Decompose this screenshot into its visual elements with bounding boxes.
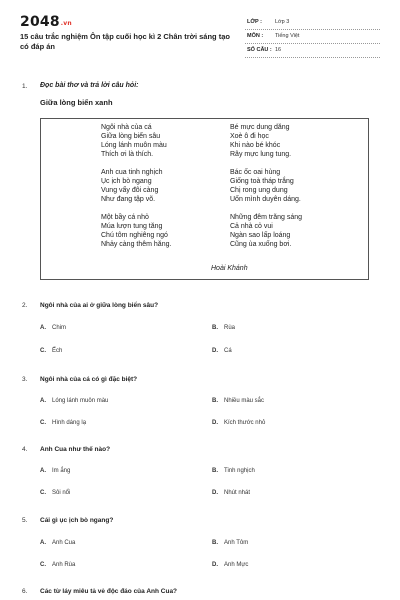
poem-author: Hoài Khánh — [211, 265, 248, 272]
option-b[interactable] — [212, 540, 248, 546]
option-a[interactable] — [40, 325, 66, 331]
option-d[interactable] — [212, 562, 248, 568]
option-letter: C. — [40, 490, 46, 496]
question-number: 3. — [22, 376, 28, 383]
option-letter: D. — [212, 348, 218, 354]
poem-right-column: Bé mực dung dăng Xoè ô đi học Khi nào bé khóc Rây mực lung tung. Bác ốc oai hùng Giống toà tháp trắng Chị rong ung dung Uốn mình duyên dáng. Những đêm trăng sáng Cả nhà cỏ vui Ngàn sao lấp loáng Cũng ùa xuống bơi. — [230, 124, 303, 248]
option-letter: C. — [40, 562, 46, 568]
question-number: 5. — [22, 517, 28, 524]
question-number: 6. — [22, 588, 28, 595]
question-text: Anh Cua như thế nào? — [40, 446, 111, 453]
option-b[interactable] — [212, 325, 235, 331]
logo-text: 2048 — [20, 14, 60, 30]
option-a[interactable] — [40, 398, 108, 404]
meta-key: SỐ CÂU : — [247, 47, 272, 53]
poem-title: Giữa lòng biển xanh — [40, 98, 113, 107]
question-heading: Đọc bài thơ và trả lời câu hỏi: — [40, 82, 139, 89]
meta-value: Lớp 3 — [275, 19, 290, 25]
option-d[interactable] — [212, 348, 232, 354]
option-d[interactable] — [212, 490, 250, 496]
option-text: Hình dáng lạ — [52, 420, 87, 426]
option-c[interactable] — [40, 562, 75, 568]
option-text: Anh Rùa — [52, 562, 76, 568]
document-header — [20, 14, 380, 56]
option-letter: B. — [212, 325, 218, 331]
option-text: Anh Tôm — [224, 540, 249, 546]
option-letter: B. — [212, 468, 218, 474]
option-letter: B. — [212, 540, 218, 546]
question-text: Ngôi nhà của cá có gì đặc biệt? — [40, 376, 138, 383]
option-c[interactable] — [40, 420, 86, 426]
option-text: Kích thước nhỏ — [224, 420, 266, 426]
meta-key: LỚP : — [247, 19, 262, 25]
poem-box — [40, 118, 369, 280]
question-number: 4. — [22, 446, 28, 453]
option-letter: A. — [40, 398, 46, 404]
logo-suffix: .vn — [60, 20, 72, 27]
question-number: 1. — [22, 83, 28, 90]
option-letter: C. — [40, 420, 46, 426]
meta-row-subject — [245, 30, 380, 44]
meta-key: MÔN : — [247, 33, 264, 39]
option-text: Ếch — [52, 348, 63, 354]
option-a[interactable] — [40, 468, 70, 474]
question-number: 2. — [22, 302, 28, 309]
option-text: Im ắng — [52, 468, 71, 474]
option-c[interactable] — [40, 490, 70, 496]
option-text: Sôi nổi — [52, 490, 71, 496]
option-letter: B. — [212, 398, 218, 404]
meta-value: Tiếng Việt — [275, 33, 300, 39]
option-b[interactable] — [212, 468, 255, 474]
option-text: Chim — [52, 325, 67, 331]
meta-row-count — [245, 44, 380, 58]
option-text: Anh Mực — [224, 562, 249, 568]
option-text: Lóng lánh muôn màu — [52, 398, 109, 404]
question-text: Các từ láy miêu tả vẻ độc đáo của Anh Cua? — [40, 588, 178, 595]
poem-left-column: Ngôi nhà của cá Giữa lòng biển sâu Lóng lánh muôn màu Thích ơi là thích. Anh cua tinh nghịch Ục ịch bò ngang Vung vẩy đôi càng Như đang tập võ. Một bầy cá nhỏ Múa lượn tung tăng Chú tôm nghiêng ngó Nhảy càng thêm hăng. — [101, 124, 172, 248]
option-b[interactable] — [212, 398, 264, 404]
option-text: Nhiều màu sắc — [224, 398, 265, 404]
option-letter: A. — [40, 325, 46, 331]
option-letter: D. — [212, 420, 218, 426]
option-letter: C. — [40, 348, 46, 354]
option-text: Nhút nhát — [224, 490, 251, 496]
option-text: Rùa — [224, 325, 236, 331]
option-text: Anh Cua — [52, 540, 76, 546]
option-a[interactable] — [40, 540, 75, 546]
question-text: Ngôi nhà của ai ở giữa lòng biển sâu? — [40, 302, 159, 309]
option-c[interactable] — [40, 348, 62, 354]
meta-info — [245, 16, 380, 58]
option-letter: A. — [40, 468, 46, 474]
option-text: Cá — [224, 348, 232, 354]
option-letter: A. — [40, 540, 46, 546]
option-d[interactable] — [212, 420, 265, 426]
option-letter: D. — [212, 490, 218, 496]
document-title: 15 câu trắc nghiệm Ôn tập cuối học kì 2 Chân trời sáng tạo có đáp án — [20, 32, 230, 51]
site-logo[interactable] — [20, 14, 72, 30]
option-text: Tinh nghịch — [224, 468, 255, 474]
meta-row-class — [245, 16, 380, 30]
question-text: Cái gì ục ịch bò ngang? — [40, 517, 114, 524]
option-letter: D. — [212, 562, 218, 568]
meta-value: 16 — [275, 47, 282, 53]
